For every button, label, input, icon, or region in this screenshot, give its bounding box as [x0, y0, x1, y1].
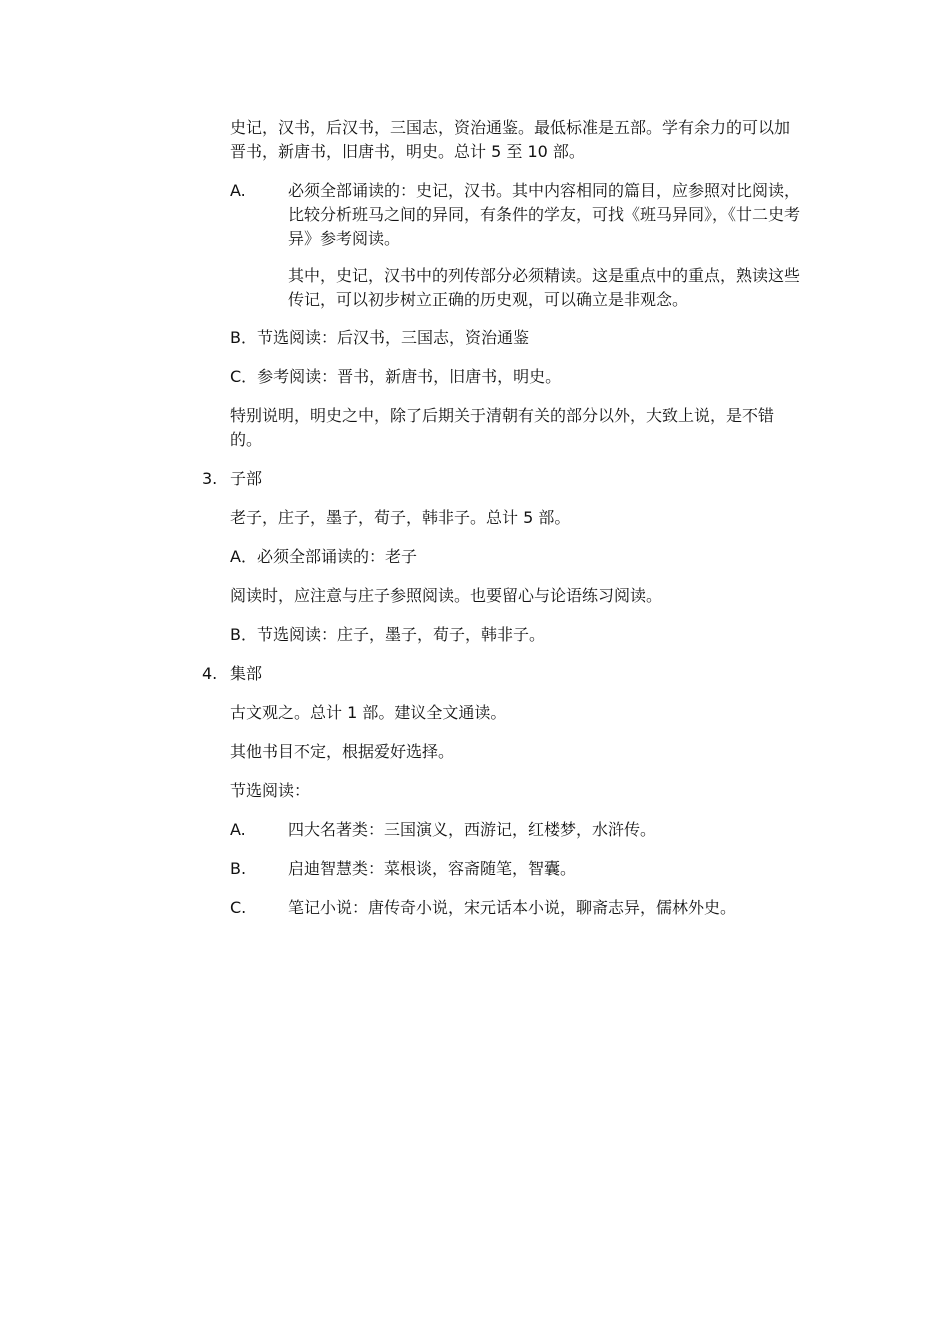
jibu-title: 集部	[230, 664, 263, 683]
zibu-intro: 老子，庄子，墨子，荀子，韩非子。总计 5 部。	[230, 508, 571, 527]
jibu-item-text: 四大名著类：三国演义，西游记，红楼梦，水浒传。	[288, 820, 657, 839]
zibu-number: 3.	[202, 469, 218, 488]
jibu-other: 其他书目不定，根据爱好选择。	[230, 742, 455, 761]
zibu-note: 阅读时，应注意与庄子参照阅读。也要留心与论语练习阅读。	[230, 586, 663, 605]
zibu-a: A．必须全部诵读的：老子	[230, 547, 417, 566]
jibu-item-text: 启迪智慧类：菜根谈，容斋随笔，智囊。	[288, 859, 577, 878]
jibu-intro: 古文观之。总计 1 部。建议全文通读。	[230, 703, 507, 722]
shibu-c: C．参考阅读：晋书，新唐书，旧唐书，明史。	[230, 367, 562, 386]
jibu-item-text: 笔记小说：唐传奇小说，宋元话本小说，聊斋志异，儒林外史。	[288, 898, 737, 917]
jibu-number: 4.	[202, 664, 218, 683]
zibu-title: 子部	[230, 469, 263, 488]
shibu-b: B．节选阅读：后汉书，三国志，资治通鉴	[230, 328, 529, 347]
jibu-item-marker: A.	[230, 820, 246, 839]
shibu-a-marker: A.	[230, 181, 246, 200]
zibu-b: B．节选阅读：庄子，墨子，荀子，韩非子。	[230, 625, 545, 644]
shibu-a-text2: 其中，史记，汉书中的列传部分必须精读。这是重点中的重点，熟读这些传记，可以初步树立正确的历史观，可以确立是非观念。	[288, 266, 801, 309]
jibu-item-marker: C.	[230, 898, 247, 917]
shibu-intro: 史记，汉书，后汉书，三国志，资治通鉴。最低标准是五部。学有余力的可以加晋书，新唐书，旧唐书，明史。总计 5 至 10 部。	[230, 118, 791, 161]
shibu-note: 特别说明，明史之中，除了后期关于清朝有关的部分以外，大致上说，是不错的。	[230, 406, 775, 449]
jibu-select: 节选阅读：	[230, 781, 311, 800]
shibu-a-text: 必须全部诵读的：史记，汉书。其中内容相同的篇目，应参照对比阅读，比较分析班马之间的异同，有条件的学友，可找《班马异同》，《廿二史考异》参考阅读。	[288, 181, 801, 248]
jibu-item-marker: B.	[230, 859, 247, 878]
